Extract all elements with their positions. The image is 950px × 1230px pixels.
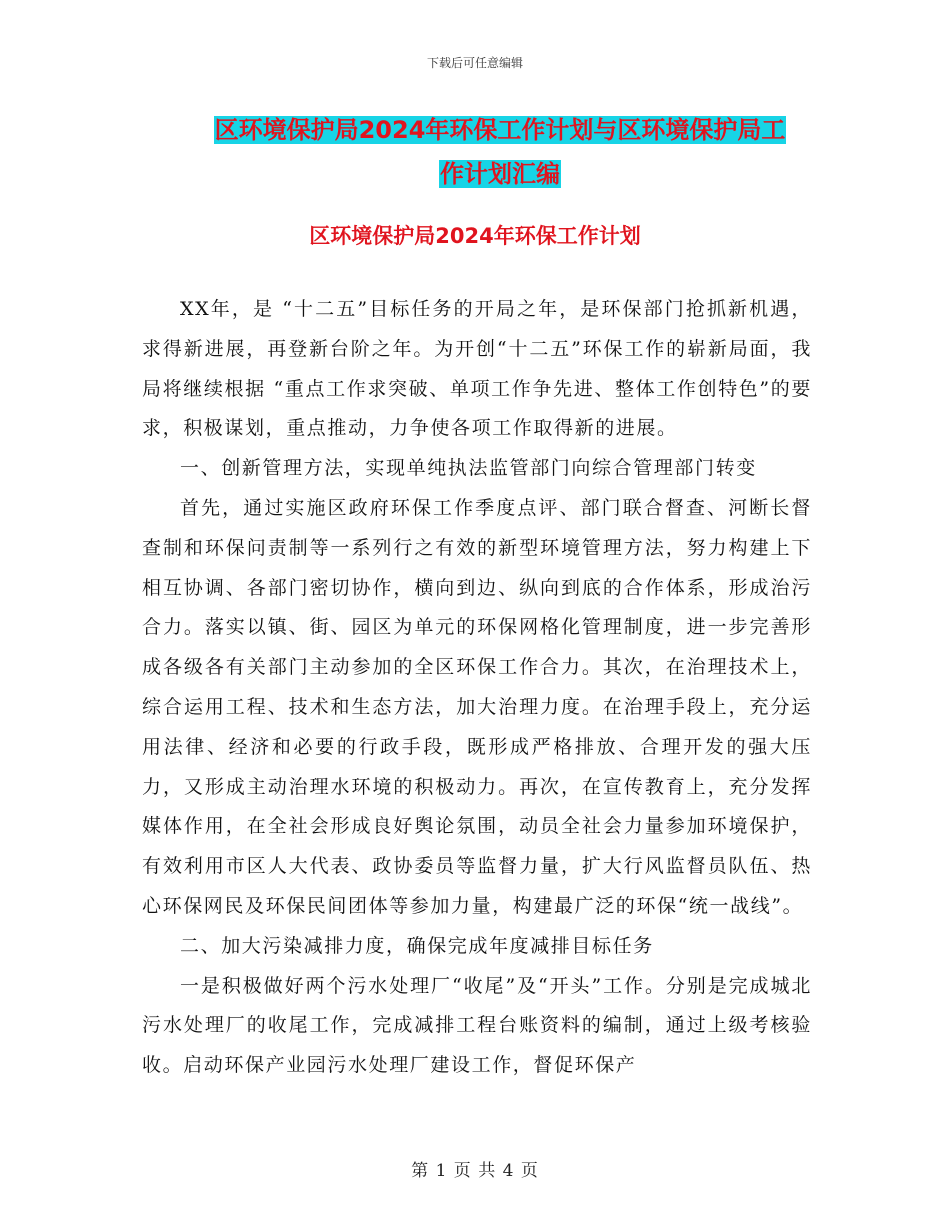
document-title-line-2: 作计划汇编 [440, 160, 560, 188]
page-number: 第 1 页 共 4 页 [411, 1161, 539, 1181]
paragraph-heading-2: 二、加大污染减排力度，确保完成年度减排目标任务 [180, 934, 654, 957]
section-title: 区环境保护局2024年环保工作计划 [309, 224, 641, 248]
paragraph-sewage-plants: 一是积极做好两个污水处理厂“收尾”及“开头”工作。分别是完成城北污水处理厂的收尾工作，完成减排工程台账资料的编制，通过上级考核验收。启动环保产业园污水处理厂建设工作，督促环保产 [142, 974, 812, 1077]
document-title [140, 108, 860, 196]
page-header-note: 下载后可任意编辑 [426, 56, 523, 70]
paragraph-intro: XX年，是 “十二五”目标任务的开局之年，是环保部门抢抓新机遇，求得新进展，再登新台阶之年。为开创“十二五”环保工作的崭新局面，我局将继续根据 “重点工作求突破、单项工作争先进、整体工作创特色”的要求，积极谋划，重点推动，力争使各项工作取得新的进展。 [142, 298, 812, 440]
document-body [142, 290, 812, 1086]
paragraph-management-methods: 首先，通过实施区政府环保工作季度点评、部门联合督查、河断长督查制和环保问责制等一系列行之有效的新型环境管理方法，努力构建上下相互协调、各部门密切协作，横向到边、纵向到底的合作体系，形成治污合力。落实以镇、街、园区为单元的环保网格化管理制度，进一步完善形成各级各有关部门主动参加的全区环保工作合力。其次，在治理技术上，综合运用工程、技术和生态方法，加大治理力度。在治理手段上，充分运用法律、经济和必要的行政手段，既形成严格排放、合理开发的强大压力，又形成主动治理水环境的积极动力。再次，在宣传教育上，充分发挥媒体作用，在全社会形成良好舆论氛围，动员全社会力量参加环境保护，有效利用市区人大代表、政协委员等监督力量，扩大行风监督员队伍、热心环保网民及环保民间团体等参加力量，构建最广泛的环保“统一战线”。 [142, 496, 812, 917]
paragraph-heading-1: 一、创新管理方法，实现单纯执法监管部门向综合管理部门转变 [180, 457, 757, 480]
document-title-line-1: 区环境保护局2024年环保工作计划与区环境保护局工 [214, 116, 786, 144]
